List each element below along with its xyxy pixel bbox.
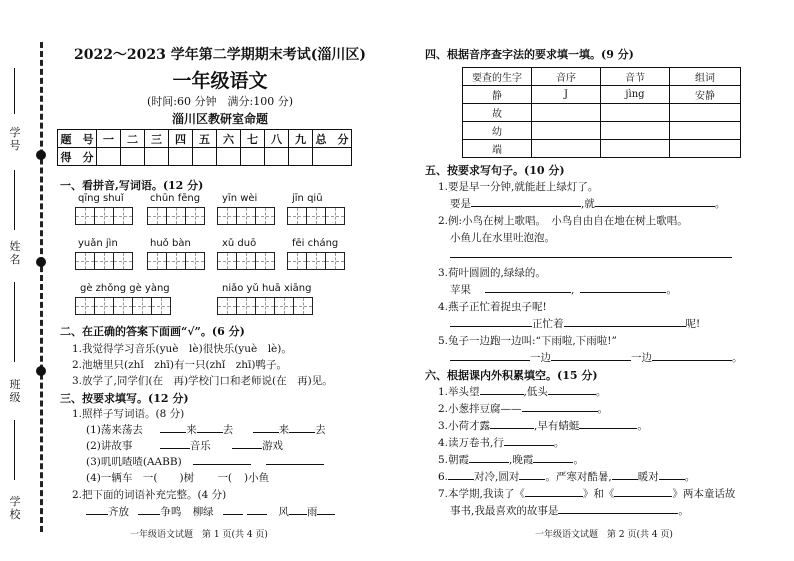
- example-text: (4)一辆车 一(: [86, 472, 158, 484]
- fill-word: 。严寒对酷暑,: [545, 471, 612, 483]
- fill-word: 6.: [438, 471, 449, 483]
- answer-blank[interactable]: [580, 282, 666, 293]
- fill-word: 。: [553, 437, 565, 449]
- fill-line: [438, 384, 606, 399]
- answer-blank[interactable]: [450, 350, 530, 361]
- answer-blank[interactable]: [253, 422, 279, 433]
- score-header-cell: 四: [169, 130, 193, 148]
- fill-word: 游戏: [262, 440, 284, 452]
- score-input-cell[interactable]: [217, 148, 241, 166]
- fill-word: ,就: [581, 198, 595, 210]
- question-text: 4.燕子正忙着捉虫子呢!: [438, 301, 547, 313]
- fill-line: [438, 418, 648, 433]
- lookup-input-cell[interactable]: [670, 140, 741, 158]
- lookup-header: 要查的生字: [463, 68, 532, 86]
- binding-dashed-line: [40, 42, 43, 532]
- fill-line: [450, 316, 700, 331]
- writing-grid[interactable]: [76, 252, 133, 270]
- fill-line: [86, 438, 283, 453]
- score-header-cell: 九: [289, 130, 313, 148]
- fill-word: 柳绿: [192, 506, 214, 518]
- fill-word: 一边: [631, 352, 652, 364]
- fill-word: 苹果: [450, 284, 471, 296]
- answer-blank[interactable]: [533, 452, 573, 463]
- fill-word: 呢!: [685, 318, 701, 330]
- fill-word: 。: [637, 420, 648, 432]
- exam-title: 2022～2023 学年第二学期期末考试(淄川区): [73, 47, 367, 63]
- answer-blank[interactable]: [490, 418, 534, 429]
- margin-rule: [14, 420, 15, 480]
- answer-blank[interactable]: [160, 438, 190, 449]
- score-header-cell: 五: [193, 130, 217, 148]
- answer-blank[interactable]: [551, 350, 631, 361]
- question-text: 2.把下面的词语补充完整。(4 分): [72, 489, 227, 501]
- fill-word: 暖对: [637, 471, 659, 483]
- lookup-cell: jìng: [601, 86, 670, 104]
- pinyin-label: gè zhǒng gè yàng: [80, 283, 170, 294]
- score-header-cell: 六: [217, 130, 241, 148]
- answer-blank[interactable]: [659, 469, 685, 480]
- seal-dot: [36, 150, 46, 160]
- fill-line: 苹果 , 。: [450, 284, 677, 296]
- fill-char: 去: [315, 424, 326, 436]
- fill-line: [86, 470, 269, 485]
- writing-grid[interactable]: [218, 207, 275, 225]
- choice-item[interactable]: 2.池塘里只(zhǐ zhī)有一只(zhǐ zhī)鸭子。: [72, 359, 288, 371]
- fill-line: [438, 469, 695, 484]
- lookup-input-cell[interactable]: [601, 140, 670, 158]
- answer-blank[interactable]: [160, 422, 186, 433]
- fill-word: 》两本童话故: [672, 488, 736, 500]
- fill-word: 。: [678, 505, 689, 517]
- answer-blank[interactable]: [548, 384, 596, 395]
- margin-rule: [14, 68, 15, 114]
- writing-grid[interactable]: [218, 252, 275, 270]
- answer-blank[interactable]: [448, 469, 474, 480]
- score-input-cell[interactable]: [121, 148, 145, 166]
- fill-word: 齐放: [108, 506, 129, 518]
- answer-blank[interactable]: [519, 469, 545, 480]
- fill-word: 5.朝霞: [438, 454, 470, 466]
- fill-line: [86, 504, 335, 519]
- fill-word: 。: [597, 403, 609, 415]
- answer-blank[interactable]: [450, 316, 532, 327]
- writing-grid[interactable]: [148, 207, 205, 225]
- choice-item[interactable]: 1.我觉得学习音乐(yuè lè)很快乐(yuè lè)。: [72, 343, 292, 355]
- pinyin-label: xǔ duō: [222, 238, 257, 249]
- margin-rule: [14, 170, 15, 230]
- fill-word: 事书,我最喜欢的故事是: [450, 505, 559, 517]
- time-info: (时间:60 分钟 满分:100 分): [147, 95, 293, 108]
- fill-word: 音乐: [189, 440, 211, 452]
- fill-word: 。: [684, 471, 696, 483]
- lookup-cell: 静: [463, 86, 532, 104]
- fill-line: 一边 一边 。: [450, 350, 743, 365]
- question-text: 3.荷叶圆圆的,绿绿的。: [438, 267, 546, 279]
- exam-setter: 淄川区教研室命题: [171, 112, 268, 126]
- question-text: 1.要是早一分钟,就能赶上绿灯了。: [438, 181, 599, 193]
- fill-char: 来: [186, 424, 197, 436]
- fill-word: 。: [595, 386, 607, 398]
- lookup-cell: 安静: [670, 86, 741, 104]
- example-text: (3)叽叽喳喳(AABB): [86, 456, 182, 468]
- pinyin-label: qīng shuǐ: [78, 193, 124, 204]
- question-text: 1.照样子写词语。(8 分): [72, 408, 185, 420]
- page-footer: 一年级语文试题 第 2 页(共 4 页): [535, 530, 673, 540]
- fill-char: 来: [278, 424, 290, 436]
- fill-line: 要是 ,就 。: [450, 198, 726, 210]
- lookup-cell: 端: [463, 140, 532, 158]
- fill-word: ,低头: [523, 386, 548, 398]
- score-input-cell[interactable]: [313, 148, 352, 166]
- margin-label-student-id: 学号: [9, 126, 21, 152]
- fill-line: [86, 422, 326, 437]
- lookup-input-cell[interactable]: [532, 104, 601, 122]
- score-input-cell[interactable]: [289, 148, 313, 166]
- lookup-cell: 幼: [463, 122, 532, 140]
- fill-word: 雨: [306, 506, 318, 518]
- fill-line: [438, 401, 608, 416]
- fill-word: 一边: [530, 352, 551, 364]
- margin-label-school: 学校: [9, 495, 21, 521]
- answer-blank[interactable]: [471, 196, 581, 207]
- exam-subject: 一年级语文: [172, 70, 268, 92]
- page-footer: 一年级语文试题 第 1 页(共 4 页): [130, 530, 268, 540]
- fill-word: 要是: [450, 198, 471, 210]
- answer-blank[interactable]: [595, 196, 715, 207]
- score-header-cell: 七: [241, 130, 265, 148]
- fill-line: [438, 486, 735, 501]
- section-5-heading: 五、按要求写句子。(10 分): [425, 164, 565, 177]
- pinyin-label: huǒ bàn: [150, 238, 191, 249]
- seal-dot: [36, 257, 46, 267]
- answer-line[interactable]: [450, 257, 732, 258]
- example-text: (2)讲故事: [86, 440, 133, 452]
- fill-word: 》和《: [582, 488, 615, 500]
- lookup-header: 组词: [670, 68, 741, 86]
- section-6-heading: 六、根据课内外积累填空。(15 分): [425, 369, 598, 382]
- writing-grid[interactable]: [218, 297, 313, 315]
- section-2-heading: 二、在正确的答案下面画“√”。(6 分): [60, 325, 245, 338]
- margin-label-class: 班级: [9, 378, 21, 404]
- answer-blank[interactable]: [485, 282, 571, 293]
- writing-grid[interactable]: [148, 252, 205, 270]
- fill-word: )小鱼: [244, 472, 270, 484]
- fill-word: 2.小葱拌豆腐——: [438, 403, 522, 415]
- fill-line: [450, 503, 689, 518]
- answer-blank[interactable]: [247, 504, 267, 515]
- answer-blank[interactable]: [223, 504, 243, 515]
- fill-word: 对冷,圆对: [474, 471, 520, 483]
- fill-word: 4.读万卷书,行: [438, 437, 504, 449]
- pinyin-label: jīn qiū: [292, 193, 323, 204]
- answer-blank[interactable]: [579, 418, 637, 429]
- margin-label-name: 姓名: [9, 240, 21, 266]
- score-header-cell: 八: [265, 130, 289, 148]
- fill-word: 一(: [217, 472, 233, 484]
- section-1-heading: 一、看拼音,写词语。(12 分): [60, 179, 204, 192]
- seal-dot: [36, 366, 46, 376]
- margin-rule: [14, 282, 15, 362]
- writing-grid[interactable]: [76, 207, 133, 225]
- score-header-cell: 三: [145, 130, 169, 148]
- score-input-cell[interactable]: [193, 148, 217, 166]
- lookup-table: [462, 67, 741, 158]
- fill-line: [438, 452, 584, 467]
- answer-blank[interactable]: [138, 504, 160, 515]
- answer-blank[interactable]: [197, 422, 223, 433]
- score-input-cell[interactable]: [265, 148, 289, 166]
- answer-blank[interactable]: [193, 454, 251, 465]
- answer-blank[interactable]: [522, 401, 598, 412]
- fill-word: ,早有蜻蜓: [534, 420, 580, 432]
- answer-blank[interactable]: [469, 452, 509, 463]
- score-row-label: 得 分: [58, 148, 97, 166]
- choice-item[interactable]: 3.放学了,同学们(在 再)学校门口和老师说(在 再)见。: [72, 375, 333, 387]
- answer-blank[interactable]: [480, 384, 524, 395]
- pinyin-label: yīn wèi: [222, 193, 258, 204]
- fill-word: 7.本学期,我读了《: [438, 488, 525, 500]
- lookup-header: 音序: [532, 68, 601, 86]
- pinyin-label: niǎo yǔ huā xiāng: [222, 283, 312, 294]
- fill-word: 1.举头望: [438, 386, 480, 398]
- lookup-cell: J: [532, 86, 601, 104]
- fill-word: 风: [278, 506, 289, 518]
- answer-blank[interactable]: [525, 486, 583, 497]
- answer-blank[interactable]: [317, 504, 335, 515]
- score-header-cell: 题 号: [58, 130, 97, 148]
- lookup-input-cell[interactable]: [670, 104, 741, 122]
- pinyin-label: chūn fēng: [150, 193, 201, 204]
- writing-grid[interactable]: [288, 207, 345, 225]
- lookup-cell: 故: [463, 104, 532, 122]
- answer-blank[interactable]: [504, 435, 554, 446]
- lookup-header: 音节: [601, 68, 670, 86]
- score-header-cell: 二: [121, 130, 145, 148]
- fill-line: [438, 435, 564, 450]
- answer-blank[interactable]: [86, 504, 108, 515]
- answer-blank[interactable]: [266, 454, 324, 465]
- example-text: (1)荡来荡去: [86, 424, 143, 436]
- section-4-heading: 四、根据音序查字法的要求填一填。(9 分): [425, 48, 634, 61]
- section-3-heading: 三、按要求填写。(12 分): [60, 392, 189, 405]
- fill-word: ,晚霞: [509, 454, 534, 466]
- lookup-input-cell[interactable]: [532, 122, 601, 140]
- fill-char: 去: [222, 424, 234, 436]
- answer-blank[interactable]: [289, 422, 315, 433]
- fill-word: 争鸣: [160, 506, 182, 518]
- question-text: 2.例:小鸟在树上歌唱。 小鸟自由自在地在树上歌唱。: [438, 215, 688, 227]
- fill-word: 。: [573, 454, 584, 466]
- answer-blank[interactable]: [612, 469, 638, 480]
- fill-word: 3.小荷才露: [438, 420, 491, 432]
- answer-blank[interactable]: [652, 350, 732, 361]
- fill-word: )树: [179, 472, 195, 484]
- writing-grid[interactable]: [76, 297, 171, 315]
- pinyin-label: fēi cháng: [292, 238, 339, 249]
- lookup-input-cell[interactable]: [532, 140, 601, 158]
- lookup-input-cell[interactable]: [601, 122, 670, 140]
- answer-blank[interactable]: [614, 486, 672, 497]
- fill-word: 正忙着: [532, 318, 564, 330]
- pinyin-label: yuǎn jìn: [78, 238, 118, 249]
- lookup-input-cell[interactable]: [601, 104, 670, 122]
- question-text: 5.兔子一边跑一边叫:“下雨啦,下雨啦!”: [438, 335, 617, 347]
- score-input-cell[interactable]: [169, 148, 193, 166]
- answer-blank[interactable]: [558, 503, 678, 514]
- fill-line: [86, 454, 324, 469]
- writing-grid[interactable]: [288, 252, 345, 270]
- score-header-cell: 总 分: [313, 130, 352, 148]
- score-header-cell: 一: [97, 130, 121, 148]
- answer-blank[interactable]: [232, 438, 262, 449]
- score-table: [57, 129, 352, 166]
- answer-blank[interactable]: [564, 316, 686, 327]
- score-input-cell[interactable]: [145, 148, 169, 166]
- score-input-cell[interactable]: [241, 148, 265, 166]
- answer-blank[interactable]: [289, 504, 307, 515]
- question-text: 小鱼儿在水里吐泡泡。: [450, 232, 555, 244]
- score-input-cell[interactable]: [97, 148, 121, 166]
- lookup-input-cell[interactable]: [670, 122, 741, 140]
